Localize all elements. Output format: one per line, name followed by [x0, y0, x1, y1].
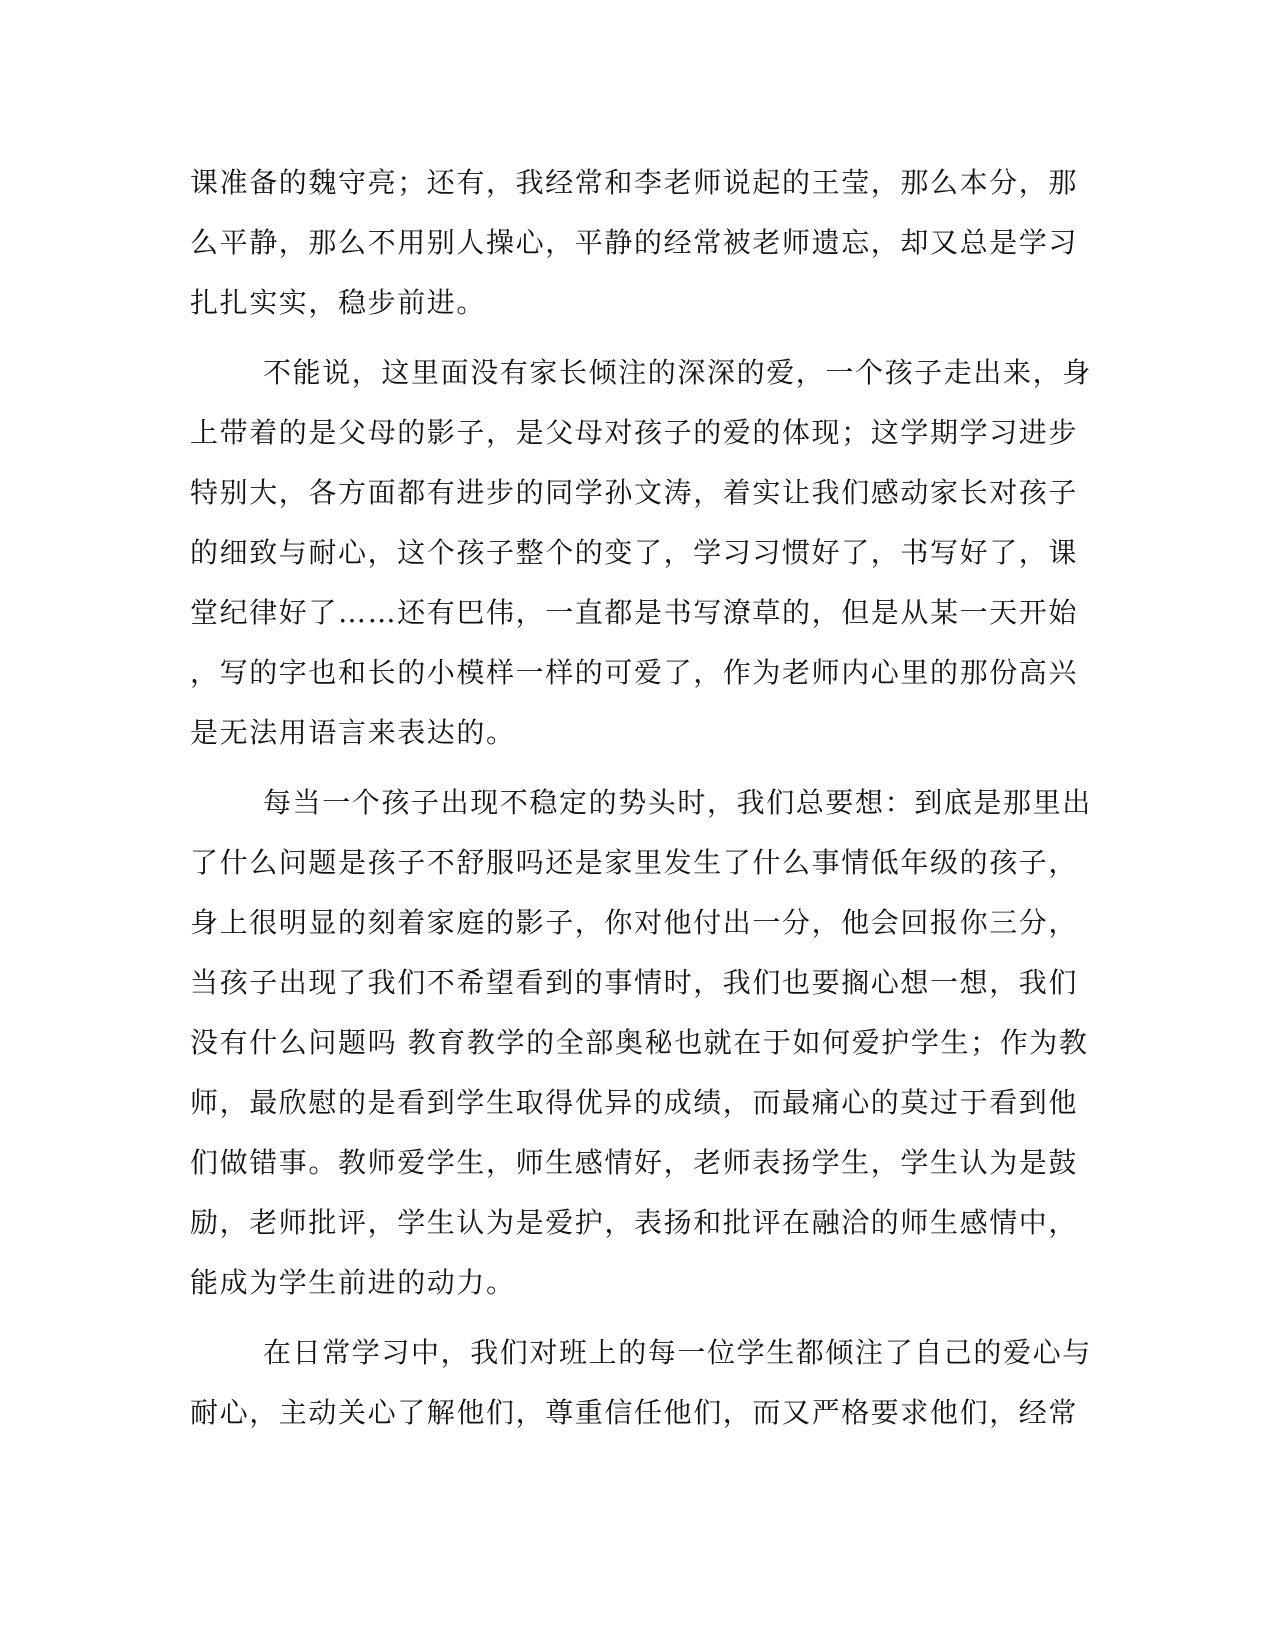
- text-line: ，写的字也和长的小模样一样的可爱了，作为老师内心里的那份高兴: [190, 656, 1079, 689]
- paragraph-first-line: 在日常学习中，我们对班上的每一位学生都倾注了自己的爱心与: [263, 1336, 1092, 1369]
- text-line: 是无法用语言来表达的。: [190, 716, 516, 749]
- paragraph-first-line: 每当一个孩子出现不稳定的势头时，我们总要想：到底是那里出: [263, 786, 1092, 819]
- text-line: 特别大，各方面都有进步的同学孙文涛，着实让我们感动家长对孩子: [190, 476, 1079, 509]
- text-line: 能成为学生前进的动力。: [190, 1266, 516, 1299]
- text-line: 身上很明显的刻着家庭的影子，你对他付出一分，他会回报你三分，: [190, 906, 1079, 939]
- text-line: 了什么问题是孩子不舒服吗还是家里发生了什么事情低年级的孩子，: [190, 846, 1079, 879]
- text-line: 么平静，那么不用别人操心，平静的经常被老师遗忘，却又总是学习: [190, 226, 1079, 259]
- text-line: 耐心，主动关心了解他们，尊重信任他们，而又严格要求他们，经常: [190, 1396, 1079, 1429]
- paragraph-first-line: 不能说，这里面没有家长倾注的深深的爱，一个孩子走出来，身: [263, 356, 1092, 389]
- text-line: 师，最欣慰的是看到学生取得优异的成绩，而最痛心的莫过于看到他: [190, 1086, 1079, 1119]
- text-line: 当孩子出现了我们不希望看到的事情时，我们也要搁心想一想，我们: [190, 966, 1079, 999]
- text-line: 上带着的是父母的影子，是父母对孩子的爱的体现；这学期学习进步: [190, 416, 1079, 449]
- text-line: 课准备的魏守亮；还有，我经常和李老师说起的王莹，那么本分，那: [190, 166, 1079, 199]
- text-line: 的细致与耐心，这个孩子整个的变了，学习习惯好了，书写好了，课: [190, 536, 1079, 569]
- text-line: 们做错事。教师爱学生，师生感情好，老师表扬学生，学生认为是鼓: [190, 1146, 1079, 1179]
- text-line: 扎扎实实，稳步前进。: [190, 286, 487, 319]
- text-line: 堂纪律好了……还有巴伟，一直都是书写潦草的，但是从某一天开始: [190, 596, 1079, 629]
- text-line: 励，老师批评，学生认为是爱护，表扬和批评在融洽的师生感情中，: [190, 1206, 1079, 1239]
- text-line: 没有什么问题吗 教育教学的全部奥秘也就在于如何爱护学生；作为教: [190, 1026, 1089, 1059]
